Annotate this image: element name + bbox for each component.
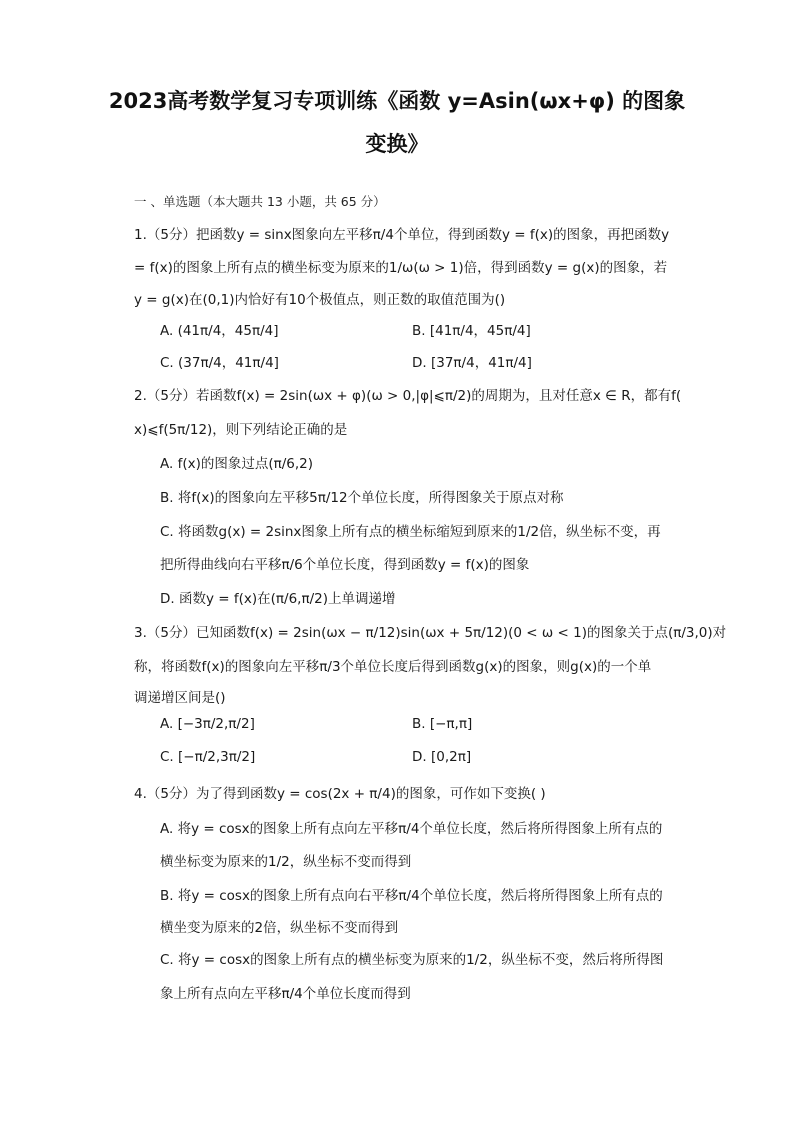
q3-line-2: 称，将函数f(x)的图象向左平移π/3个单位长度后得到函数g(x)的图象，则g(x)的一个单	[134, 659, 652, 675]
q3-option-d: D. [0,2π]	[412, 749, 472, 765]
q3-line-1: 3.（5分）已知函数f(x) = 2sin(ωx − π/12)sin(ωx + 5π/12)(0 < ω < 1)的图象关于点(π/3,0)对	[134, 625, 727, 641]
q3-option-a: A. [−3π/2,π/2]	[160, 716, 255, 732]
q4-option-a-line-1: A. 将y = cosx的图象上所有点向左平移π/4个单位长度，然后将所得图象上所有点的	[160, 821, 663, 837]
document-title	[100, 80, 694, 166]
q4-option-c-line-1: C. 将y = cosx的图象上所有点的横坐标变为原来的1/2，纵坐标不变，然后将所得图	[160, 952, 664, 968]
title-line-1: 2023高考数学复习专项训练《函数 y=Asin(ωx+φ) 的图象	[108, 89, 686, 113]
q2-line-1: 2.（5分）若函数f(x) = 2sin(ωx + φ)(ω > 0,|φ|⩽π/2)的周期为，且对任意x ∈ R，都有f(	[134, 388, 682, 404]
q1-option-a: A. (41π/4，45π/4]	[160, 323, 279, 339]
q3-option-c: C. [−π/2,3π/2]	[160, 749, 256, 765]
q1-option-b: B. [41π/4，45π/4]	[412, 323, 531, 339]
q3-option-b: B. [−π,π]	[412, 716, 473, 732]
q1-line-3: y = g(x)在(0,1)内恰好有10个极值点，则正数的取值范围为()	[134, 292, 506, 308]
section-header: 一 、单选题（本大题共 13 小题，共 65 分）	[134, 194, 386, 209]
q1-option-d: D. [37π/4，41π/4]	[412, 355, 532, 371]
q2-option-b: B. 将f(x)的图象向左平移5π/12个单位长度，所得图象关于原点对称	[160, 490, 564, 506]
q4-option-b-line-2: 横坐变为原来的2倍，纵坐标不变而得到	[160, 920, 399, 936]
title-line-2: 变换》	[365, 132, 429, 156]
q2-option-c-line-2: 把所得曲线向右平移π/6个单位长度，得到函数y = f(x)的图象	[160, 557, 530, 573]
q4-option-c-line-2: 象上所有点向左平移π/4个单位长度而得到	[160, 986, 411, 1002]
q2-option-c-line-1: C. 将函数g(x) = 2sinx图象上所有点的横坐标缩短到原来的1/2倍，纵坐标不变，再	[160, 524, 661, 540]
q1-line-2: = f(x)的图象上所有点的横坐标变为原来的1/ω(ω > 1)倍，得到函数y = g(x)的图象，若	[134, 260, 668, 276]
q4-option-a-line-2: 横坐标变为原来的1/2，纵坐标不变而得到	[160, 854, 412, 870]
q2-option-a: A. f(x)的图象过点(π/6,2)	[160, 456, 314, 472]
q2-option-d: D. 函数y = f(x)在(π/6,π/2)上单调递增	[160, 591, 396, 607]
q1-line-1: 1.（5分）把函数y = sinx图象向左平移π/4个单位，得到函数y = f(x)的图象，再把函数y	[134, 227, 670, 243]
q2-line-2: x)⩽f(5π/12)，则下列结论正确的是	[134, 422, 348, 438]
q4-option-b-line-1: B. 将y = cosx的图象上所有点向右平移π/4个单位长度，然后将所得图象上所有点的	[160, 888, 663, 904]
q3-line-3: 调递增区间是()	[134, 690, 226, 706]
q4-line-1: 4.（5分）为了得到函数y = cos(2x + π/4)的图象，可作如下变换( )	[134, 786, 546, 802]
q1-option-c: C. (37π/4，41π/4]	[160, 355, 279, 371]
